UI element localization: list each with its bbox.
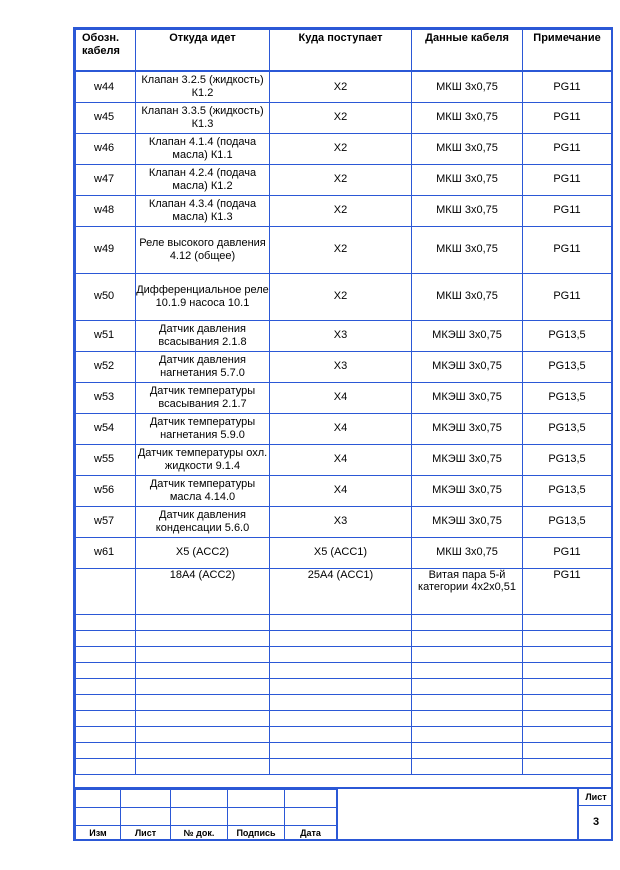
header-from: Откуда идет [136, 30, 270, 72]
empty-cell [523, 742, 612, 758]
sheet-box [577, 789, 613, 841]
cell-cable-id: w55 [76, 444, 136, 475]
empty-row [76, 710, 612, 726]
stamp-label-signature: Подпись [228, 826, 285, 841]
empty-cell [523, 614, 612, 630]
empty-cell [523, 694, 612, 710]
stamp-cell [171, 808, 228, 826]
empty-row [76, 678, 612, 694]
title-block [75, 787, 611, 841]
empty-cell [412, 614, 523, 630]
cell-cable-data: МКШ 3х0,75 [412, 133, 523, 164]
empty-cell [136, 758, 270, 774]
cell-note: PG11 [523, 164, 612, 195]
cell-from: Датчик температуры масла 4.14.0 [136, 475, 270, 506]
empty-cell [76, 614, 136, 630]
cell-from: X5 (ACC2) [136, 537, 270, 568]
title-cell [336, 789, 577, 841]
cell-cable-data: МКШ 3х0,75 [412, 273, 523, 320]
cell-cable-data: МКШ 3х0,75 [412, 537, 523, 568]
cell-note: PG13,5 [523, 444, 612, 475]
empty-cell [412, 742, 523, 758]
cell-cable-id: w46 [76, 133, 136, 164]
empty-cell [136, 742, 270, 758]
cell-to: X2 [270, 195, 412, 226]
cell-cable-data: МКШ 3х0,75 [412, 195, 523, 226]
empty-row [76, 742, 612, 758]
empty-cell [523, 758, 612, 774]
cell-cable-id: w61 [76, 537, 136, 568]
cell-cable-data: МКЭШ 3х0,75 [412, 351, 523, 382]
cell-cable-id: w48 [76, 195, 136, 226]
empty-row [76, 662, 612, 678]
empty-cell [136, 678, 270, 694]
cell-cable-data: МКЭШ 3х0,75 [412, 320, 523, 351]
table-row [76, 444, 612, 475]
table-row [76, 506, 612, 537]
empty-row [76, 630, 612, 646]
cell-cable-id: w50 [76, 273, 136, 320]
empty-cell [270, 662, 412, 678]
cell-from: 18A4 (ACC2) [136, 568, 270, 614]
empty-cell [412, 662, 523, 678]
table-row [76, 71, 612, 102]
table-row [76, 382, 612, 413]
empty-cell [270, 646, 412, 662]
cell-to: X3 [270, 351, 412, 382]
cell-cable-data: МКШ 3х0,75 [412, 226, 523, 273]
cell-cable-id: w57 [76, 506, 136, 537]
empty-cell [76, 726, 136, 742]
cell-to: X4 [270, 382, 412, 413]
header-to: Куда поступает [270, 30, 412, 72]
sheet-number: 3 [592, 816, 600, 828]
empty-cell [412, 694, 523, 710]
cell-cable-id: w51 [76, 320, 136, 351]
cell-from: Клапан 3.2.5 (жидкость) К1.2 [136, 71, 270, 102]
cell-to: X5 (ACC1) [270, 537, 412, 568]
cell-from: Клапан 4.2.4 (подача масла) К1.2 [136, 164, 270, 195]
empty-row [76, 758, 612, 774]
cell-cable-id: w47 [76, 164, 136, 195]
empty-cell [136, 630, 270, 646]
empty-cell [136, 726, 270, 742]
cell-cable-id: w54 [76, 413, 136, 444]
empty-cell [136, 614, 270, 630]
empty-cell [412, 678, 523, 694]
stamp-label-izm: Изм [76, 826, 121, 841]
cell-from: Реле высокого давления 4.12 (общее) [136, 226, 270, 273]
cell-cable-id: w44 [76, 71, 136, 102]
empty-cell [76, 646, 136, 662]
cell-from: Дифференциальное реле 10.1.9 насоса 10.1 [136, 273, 270, 320]
empty-cell [270, 758, 412, 774]
stamp-cell [171, 790, 228, 808]
empty-cell [523, 630, 612, 646]
cell-note: PG13,5 [523, 475, 612, 506]
cell-note: PG11 [523, 102, 612, 133]
header-note: Примечание [523, 30, 612, 72]
cell-from: Клапан 4.3.4 (подача масла) К1.3 [136, 195, 270, 226]
cell-note: PG11 [523, 273, 612, 320]
empty-cell [76, 630, 136, 646]
stamp-label-doc: № док. [171, 826, 228, 841]
cell-note: PG13,5 [523, 351, 612, 382]
stamp-cell [121, 808, 171, 826]
empty-cell [412, 726, 523, 742]
cell-to: X2 [270, 71, 412, 102]
cell-from: Датчик давления конденсации 5.6.0 [136, 506, 270, 537]
cell-to: X4 [270, 413, 412, 444]
cell-to: X2 [270, 102, 412, 133]
cell-cable-data: МКЭШ 3х0,75 [412, 413, 523, 444]
table-row [76, 568, 612, 614]
empty-cell [76, 662, 136, 678]
cell-to: X2 [270, 164, 412, 195]
empty-row [76, 694, 612, 710]
empty-cell [270, 726, 412, 742]
empty-cell [523, 678, 612, 694]
empty-cell [270, 678, 412, 694]
cell-cable-id: w49 [76, 226, 136, 273]
stamp-cell [285, 808, 337, 826]
empty-row [76, 726, 612, 742]
cell-from: Датчик давления нагнетания 5.7.0 [136, 351, 270, 382]
empty-cell [270, 630, 412, 646]
cell-note: PG11 [523, 133, 612, 164]
empty-cell [523, 646, 612, 662]
cell-note: PG11 [523, 195, 612, 226]
cell-from: Датчик давления всасывания 2.1.8 [136, 320, 270, 351]
cell-cable-data: МКЭШ 3х0,75 [412, 444, 523, 475]
empty-row [76, 614, 612, 630]
cell-to: X3 [270, 320, 412, 351]
empty-cell [76, 742, 136, 758]
header-cable-data: Данные кабеля [412, 30, 523, 72]
cell-from: Датчик температуры нагнетания 5.9.0 [136, 413, 270, 444]
table-row [76, 102, 612, 133]
cell-note: PG13,5 [523, 382, 612, 413]
cell-from: Датчик температуры всасывания 2.1.7 [136, 382, 270, 413]
empty-cell [270, 694, 412, 710]
stamp-cell [76, 790, 121, 808]
table-row [76, 195, 612, 226]
stamp-cell [228, 808, 285, 826]
cell-to: X3 [270, 506, 412, 537]
empty-cell [76, 758, 136, 774]
cell-to: X4 [270, 475, 412, 506]
cell-cable-data: МКЭШ 3х0,75 [412, 475, 523, 506]
empty-cell [76, 710, 136, 726]
empty-cell [523, 662, 612, 678]
cell-to: X4 [270, 444, 412, 475]
table-row [76, 273, 612, 320]
cell-cable-data: МКШ 3х0,75 [412, 164, 523, 195]
cell-note: PG13,5 [523, 506, 612, 537]
cell-cable-id: w52 [76, 351, 136, 382]
empty-cell [76, 678, 136, 694]
cell-from: Клапан 4.1.4 (подача масла) К1.1 [136, 133, 270, 164]
cell-note: PG11 [523, 71, 612, 102]
stamp-cell [76, 808, 121, 826]
table-row [76, 351, 612, 382]
stamp-cell [228, 790, 285, 808]
cell-cable-data: МКЭШ 3х0,75 [412, 382, 523, 413]
empty-cell [76, 694, 136, 710]
empty-cell [523, 726, 612, 742]
cell-note: PG11 [523, 537, 612, 568]
table-row [76, 133, 612, 164]
empty-cell [270, 710, 412, 726]
empty-row [76, 646, 612, 662]
empty-cell [136, 694, 270, 710]
table-row [76, 413, 612, 444]
table-row [76, 475, 612, 506]
cell-cable-id: w53 [76, 382, 136, 413]
cable-table [75, 29, 612, 775]
cell-from: Клапан 3.3.5 (жидкость) К1.3 [136, 102, 270, 133]
stamp-label-list: Лист [121, 826, 171, 841]
cell-to: X2 [270, 273, 412, 320]
stamp-label-date: Дата [285, 826, 337, 841]
header-cable-id: Обозн. кабеля [76, 30, 136, 72]
stamp-cell [121, 790, 171, 808]
empty-cell [136, 662, 270, 678]
cell-cable-id: w45 [76, 102, 136, 133]
cell-cable-data: МКШ 3х0,75 [412, 102, 523, 133]
empty-cell [270, 614, 412, 630]
empty-cell [412, 630, 523, 646]
revision-table [75, 789, 337, 841]
table-row [76, 226, 612, 273]
empty-cell [412, 646, 523, 662]
table-row [76, 320, 612, 351]
cell-cable-data: МКШ 3х0,75 [412, 71, 523, 102]
cell-cable-id [76, 568, 136, 614]
empty-cell [270, 742, 412, 758]
table-row [76, 164, 612, 195]
cell-from: Датчик температуры охл. жидкости 9.1.4 [136, 444, 270, 475]
stamp-cell [285, 790, 337, 808]
cell-note: PG11 [523, 226, 612, 273]
cell-to: X2 [270, 226, 412, 273]
cell-note: PG13,5 [523, 320, 612, 351]
empty-cell [136, 646, 270, 662]
empty-cell [523, 710, 612, 726]
table-row [76, 537, 612, 568]
cell-cable-data: Витая пара 5-й категории 4х2х0,51 [412, 568, 523, 614]
sheet-label: Лист [579, 789, 613, 806]
table-header-row [76, 30, 612, 72]
cell-note: PG13,5 [523, 413, 612, 444]
cell-to: 25A4 (ACC1) [270, 568, 412, 614]
empty-cell [412, 758, 523, 774]
empty-cell [412, 710, 523, 726]
cell-to: X2 [270, 133, 412, 164]
cell-cable-data: МКЭШ 3х0,75 [412, 506, 523, 537]
cell-note: PG11 [523, 568, 612, 614]
empty-cell [136, 710, 270, 726]
cell-cable-id: w56 [76, 475, 136, 506]
